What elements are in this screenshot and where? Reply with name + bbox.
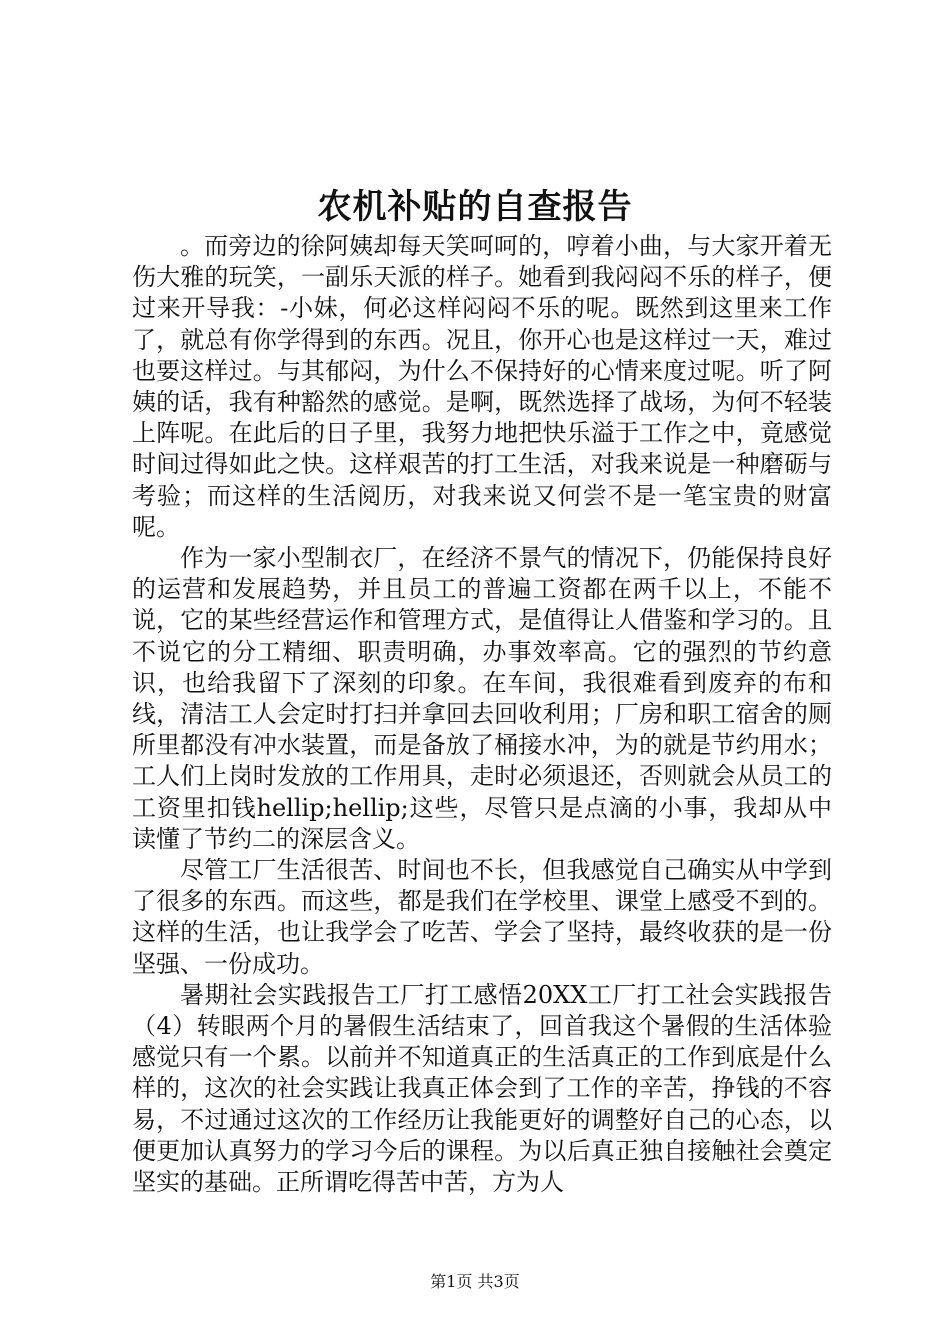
- paragraph-4: 暑期社会实践报告工厂打工感悟20XX工厂打工社会实践报告（4）转眼两个月的暑假生活结束了，回首我这个暑假的生活体验感觉只有一个累。以前并不知道真正的生活真正的工作到底是什么样的，这次的社会实践让我真正体会到了工作的辛苦，挣钱的不容易，不过通过这次的工作经历让我能更好的调整好自己的心态，以便更加认真努力的学习今后的课程。为以后真正独自接触社会奠定坚实的基础。正所谓吃得苦中苦，方为人: [132, 980, 832, 1197]
- document-body: [132, 231, 832, 1198]
- paragraph-3: 尽管工厂生活很苦、时间也不长，但我感觉自己确实从中学到了很多的东西。而这些，都是我们在学校里、课堂上感受不到的。这样的生活，也让我学会了吃苦、学会了坚持，最终收获的是一份坚强、一份成功。: [132, 856, 832, 978]
- document-title: 农机补贴的自查报告: [317, 187, 633, 227]
- paragraph-1: 。而旁边的徐阿姨却每天笑呵呵的，哼着小曲，与大家开着无伤大雅的玩笑，一副乐天派的样子。她看到我闷闷不乐的样子，便过来开导我：-小妹，何必这样闷闷不乐的呢。既然到这里来工作了，就总有你学得到的东西。况且，你开心也是这样过一天，难过也要这样过。与其郁闷，为什么不保持好的心情来度过呢。听了阿姨的话，我有种豁然的感觉。是啊，既然选择了战场，为何不轻装上阵呢。在此后的日子里，我努力地把快乐溢于工作之中，竟感觉时间过得如此之快。这样艰苦的打工生活，对我来说是一种磨砺与考验；而这样的生活阅历，对我来说又何尝不是一笔宝贵的财富呢。: [132, 232, 832, 541]
- paragraph-2: 作为一家小型制衣厂，在经济不景气的情况下，仍能保持良好的运营和发展趋势，并且员工的普遍工资都在两千以上，不能不说，它的某些经营运作和管理方式，是值得让人借鉴和学习的。且不说它的分工精细、职责明确，办事效率高。它的强烈的节约意识，也给我留下了深刻的印象。在车间，我很难看到废弃的布和线，清洁工人会定时打扫并拿回去回收利用；厂房和职工宿舍的厕所里都没有冲水装置，而是备放了桶接水冲，为的就是节约用水；工人们上岗时发放的工作用具，走时必须退还，否则就会从员工的工资里扣钱hellip;hellip;这些，尽管只是点滴的小事，我却从中读懂了节约二的深层含义。: [132, 544, 832, 853]
- page-footer: 第1页 共3页: [430, 1272, 520, 1291]
